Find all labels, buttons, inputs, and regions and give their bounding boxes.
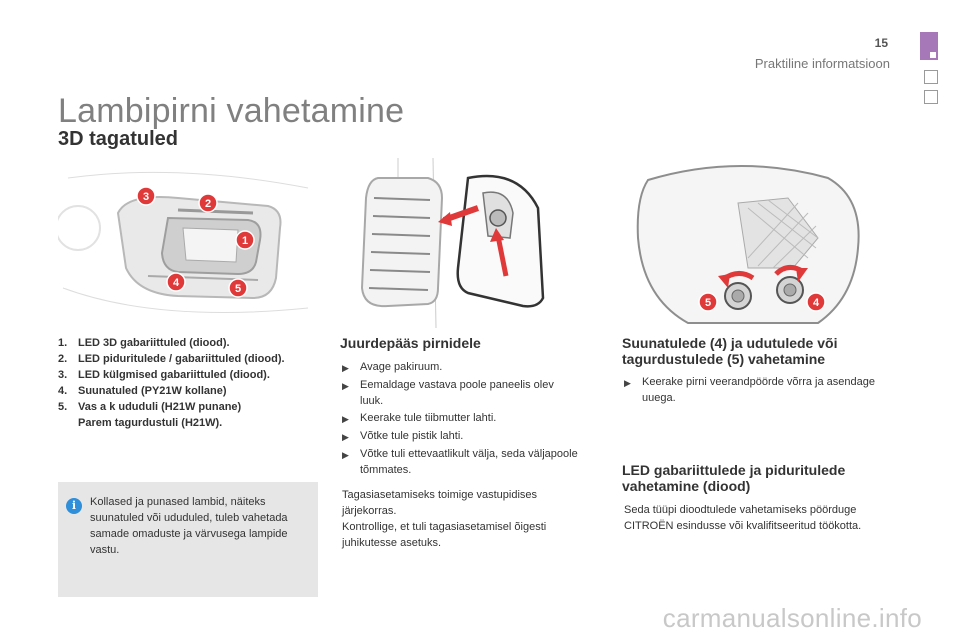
list-item: 5. Vas a k ududuli (H21W punane) Parem tagurdustuli (H21W).: [58, 401, 242, 429]
callout-2: [199, 194, 217, 212]
section-subtitle: 3D tagatuled: [58, 128, 179, 150]
parts-list: [58, 335, 328, 431]
indicator-heading: Suunatulede (4) ja udutulede või tagurdustulede (5) vahetamine: [622, 335, 838, 367]
list-item: 2. LED piduritulede / gabariittuled (diood).: [58, 353, 285, 365]
callout-label: 3: [142, 191, 150, 203]
bulb-holder-illustration: [618, 158, 868, 330]
callout-5: [699, 293, 717, 311]
callout-label: 5: [704, 297, 712, 309]
callout-label: 4: [172, 277, 180, 289]
arrow-bullet-icon: ▶: [342, 450, 349, 460]
led-heading: LED gabariittulede ja piduritulede vahetamine (diood): [622, 462, 846, 494]
list-item: 1. LED 3D gabariittuled (diood).: [58, 337, 230, 349]
callout-label: 1: [241, 235, 249, 247]
list-item: ▶ Avage pakiruum.: [342, 359, 578, 376]
info-note: [58, 482, 318, 597]
callout-4: [167, 273, 185, 291]
reassembly-text: Tagasiasetamiseks toimige vastupidises järjekorras. Kontrollige, et tuli tagasiasetamisel õigesti juhikutesse asetuks.: [342, 489, 547, 549]
arrow-bullet-icon: ▶: [624, 378, 631, 388]
info-icon: i: [66, 498, 82, 514]
list-item: ▶ Keerake pirni veerandpöörde võrra ja asendage uuega.: [624, 376, 875, 404]
list-item: ▶ Võtke tule pistik lahti.: [342, 428, 578, 445]
arrow-bullet-icon: ▶: [342, 381, 349, 391]
chapter-tab-active: [920, 32, 938, 60]
chapter-tab: [924, 70, 938, 84]
indicator-steps: [624, 374, 884, 407]
rear-light-illustration: [58, 158, 316, 330]
callout-5: [229, 279, 247, 297]
list-item: 3. LED külgmised gabariittuled (diood).: [58, 369, 270, 381]
page-title: Lambipirni vahetamine: [58, 92, 405, 130]
led-text: Seda tüüpi dioodtulede vahetamiseks pöörduge CITROËN esindusse või kvalifitseeritud töökotta.: [624, 504, 862, 532]
page-number: 15: [874, 36, 888, 50]
list-item: 4. Suunatuled (PY21W kollane): [58, 385, 227, 397]
callout-3: [137, 187, 155, 205]
arrow-bullet-icon: ▶: [342, 432, 349, 442]
arrow-bullet-icon: ▶: [342, 414, 349, 424]
note-text: Kollased ja punased lambid, näiteks suunatuled või ududuled, tuleb vahetada samade omaduste ja värvusega lampide vastu.: [90, 496, 288, 556]
access-steps: [342, 359, 578, 479]
list-item: ▶ Võtke tuli ettevaatlikult välja, seda väljapoole tõmmates.: [342, 448, 578, 476]
access-heading: Juurdepääs pirnidele: [340, 335, 481, 351]
callout-label: 5: [234, 283, 242, 295]
list-item: ▶ Keerake tule tiibmutter lahti.: [342, 410, 578, 427]
arrow-bullet-icon: ▶: [342, 363, 349, 373]
watermark: carmanualsonline.info: [662, 603, 922, 633]
callout-4: [807, 293, 825, 311]
callout-1: [236, 231, 254, 249]
callout-label: 4: [812, 297, 820, 309]
callout-label: 2: [204, 198, 212, 210]
access-panel-illustration: [338, 158, 578, 330]
list-item: ▶ Eemaldage vastava poole paneelis olev luuk.: [342, 379, 554, 407]
chapter-tab: [924, 90, 938, 104]
section-name: Praktiline informatsioon: [754, 56, 890, 71]
